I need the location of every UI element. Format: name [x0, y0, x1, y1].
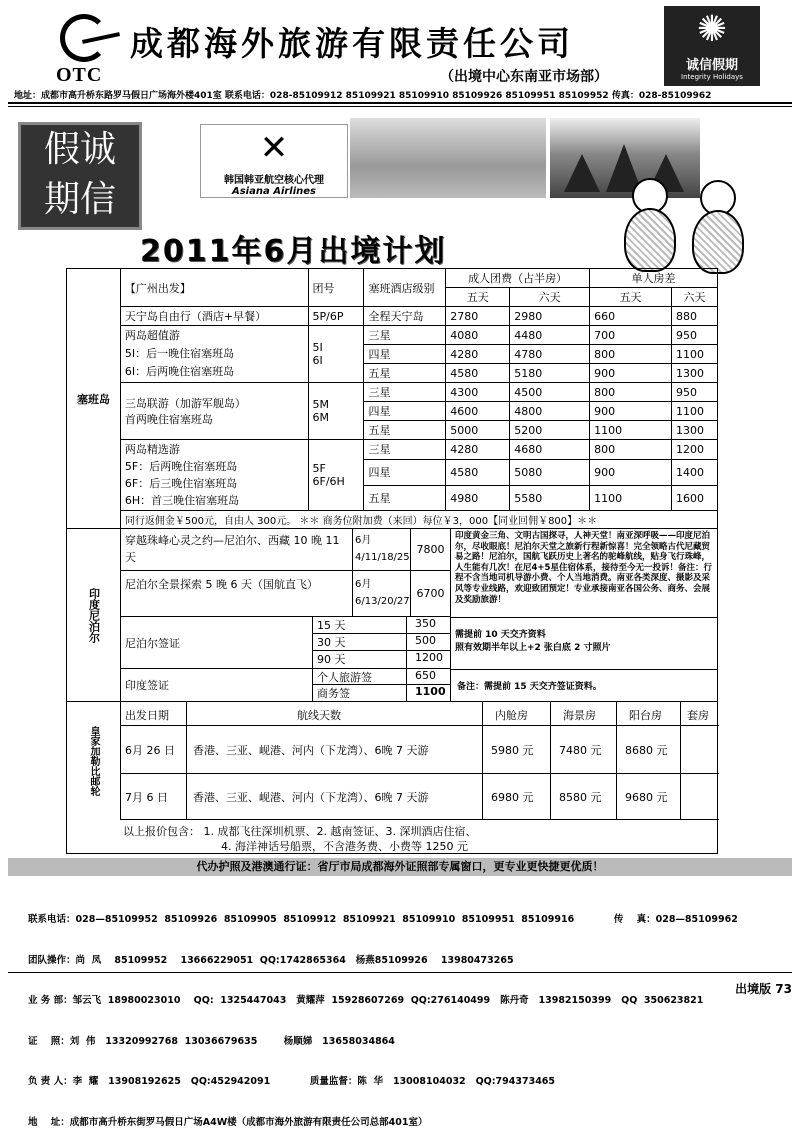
nepal-description: 印度黄金三角、文明古国探寻，人神天堂！南亚深呼吸——印度尼泊尔，尽收眼底！尼泊尔天堂之旅新行程新惊喜！完全领略古代尼藏贸易之路！尼泊尔，国航飞跃历史上著名的驼峰航线，贴身飞行珠峰，人生能有几次！在尼4+5星住宿体系，接待至今无一投诉！备注：行程不含当地司机导游小费、个人当地消费。南亚各类深度、摄影及采风等专业线路，欢迎致团预定！专业承接南亚各国公务、商务、会展及奖励旅游！: [455, 531, 712, 605]
page-number: 出境版 73: [735, 982, 792, 996]
table-row: 两岛超值游 5I：后一晚住宿塞班岛 6I：后两晚住宿塞班岛 5I 6I 三星 4080 4480 700 950: [67, 326, 718, 345]
cruise-section: [66, 702, 718, 854]
region-cruise: 皇家加勒比邮轮: [67, 702, 121, 820]
table-row: 四星 4600 4800 900 1100: [67, 402, 718, 421]
header-adult-fee: 成人团费（占半房）: [446, 269, 590, 288]
nepal-tour-1-price: 7800: [411, 529, 451, 571]
nepal-visa-label: 尼泊尔签证: [121, 617, 313, 669]
table-row: 7月 6 日 香港、三亚、岘港、河内（下龙湾）、6晚 7 天游 6980 元 8580 元 9680 元: [121, 774, 719, 820]
otc-logo: [52, 10, 132, 88]
list-item: 个人旅游签 650: [313, 669, 451, 685]
nepal-section: [66, 528, 718, 702]
badge-line-2: 期信: [43, 179, 116, 220]
table-row: 两岛精选游 5F：后两晚住宿塞班岛 6F：后三晚住宿塞班岛 6H：首三晚住宿塞班岛 5F 6F/6H 三星 4280 4680 800 1200: [67, 440, 718, 460]
table-header-row: [67, 269, 718, 288]
airline-mark-icon: ✕: [259, 128, 289, 168]
list-item: 商务签 1100: [313, 685, 451, 701]
tour-price-table: [66, 268, 718, 529]
airline-name-cn: 韩国韩亚航空核心代理: [224, 175, 324, 186]
nepal-tour-1-name: 穿越珠峰心灵之约—尼泊尔、西藏 10 晚 11 天: [121, 529, 353, 571]
nepal-tour-2-name: 尼泊尔全景探索 5 晚 6 天（国航直飞）: [121, 571, 353, 617]
list-item: 15 天 350: [313, 617, 451, 634]
header-address: 地址：成都市高升桥东路罗马假日广场海外楼401室 联系电话：028-85109912 85109921 85109910 85109926 85109951 85109952 传真：028-85109962: [14, 91, 712, 101]
cartoon-kids-illustration: [622, 178, 748, 278]
header-divider: [8, 102, 792, 104]
region-nepal: 印度尼泊尔: [67, 529, 121, 701]
header-hotel: 塞班酒店级别: [364, 269, 446, 307]
table-row: 四星 4580 5080 900 1400: [67, 459, 718, 486]
table-row: 五星 4980 5580 1100 1600: [67, 486, 718, 511]
passport-service-notice: 代办护照及港澳通行证：省厅市局成都海外证照部专属窗口，更专业更快捷更优质！: [8, 858, 792, 876]
table-row: 五星 5000 5200 1100 1300: [67, 421, 718, 440]
integrity-holiday-badge: [18, 122, 142, 230]
nepal-tour-2-date: 6月 6/13/20/27: [353, 571, 411, 617]
korean-dancer-photo: [350, 118, 546, 198]
saipan-note-row: 同行返佣金￥500元，自由人 300元。 ＊＊ 商务位附加费（来回）每位￥3，000【同业回佣￥800】＊＊: [67, 511, 718, 529]
brand-logo: [664, 6, 760, 86]
nepal-visa-prices: [313, 617, 451, 669]
header-single-supplement: 单人房差: [590, 269, 718, 288]
otc-logo-text: OTC: [56, 64, 103, 86]
company-name: 成都海外旅游有限责任公司: [130, 24, 574, 63]
contact-info: 联系电话：028—85109952 85109926 85109905 85109912 85109921 85109910 85109951 85109916 传 真：028—85109962 团队操作：尚 凤 85109952 13666229051 QQ:1742865364 杨燕85109926 13980473265 业 务 部：邹云飞 18980023010 QQ: 1325447043 黄耀萍 15928607269 QQ:276140499 陈丹奇 13982150399 QQ 350623821 证 照：刘 伟 13320992768 13036679635 杨顺娣 13658034864 负 责 人：李 耀 13908192625 QQ:452942091 质量监督：陈 华 13008104032 QQ:794373465 地 址：成都市高升桥东街罗马假日广场A4W楼（成都市海外旅游有限责任公司总部401室）: [28, 914, 738, 1128]
header-divider-thin: [8, 106, 792, 107]
brand-name-en: Integrity Holidays: [681, 73, 743, 81]
nepal-tour-2-price: 6700: [411, 571, 451, 617]
flower-icon: ✺: [696, 9, 728, 50]
nepal-tour-1-date: 6月 4/11/18/25: [353, 529, 411, 571]
region-saipan: 塞班岛: [67, 269, 121, 529]
india-visa-note: 备注：需提前 15 天交齐签证资料。: [457, 682, 602, 692]
cruise-note: 以上报价包含： 1. 成都飞往深圳机票、2. 越南签证、3. 深圳酒店住宿、 4. 海洋神话号船票，不含港务费、小费等 1250 元: [123, 825, 477, 853]
india-visa-label: 印度签证: [121, 669, 313, 701]
list-item: 30 天 500: [313, 634, 451, 651]
asiana-airlines-logo: [200, 124, 348, 198]
footer-divider: [8, 972, 792, 973]
page-title: 2011年6月出境计划: [140, 234, 447, 269]
list-item: 90 天 1200: [313, 651, 451, 669]
table-row: 6月 26 日 香港、三亚、岘港、河内（下龙湾）、6晚 7 天游 5980 元 7480 元 8680 元: [121, 726, 719, 774]
table-subheader-row: 五天 六天 五天 六天: [67, 288, 718, 307]
header-code: 团号: [308, 269, 364, 307]
cruise-header-row: 出发日期 航线天数 内舱房 海景房 阳台房 套房: [121, 702, 719, 726]
table-row: 三岛联游（加游军舰岛） 首两晚住宿塞班岛 5M 6M 三星 4300 4500 800 950: [67, 383, 718, 402]
header-departure: 【广州出发】: [120, 269, 308, 307]
nepal-visa-note: 需提前 10 天交齐资料 照有效期半年以上+2 张白底 2 寸照片: [455, 630, 611, 653]
brand-name-cn: 诚信假期: [685, 58, 738, 73]
department: （出境中心东南亚市场部）: [440, 69, 608, 85]
table-row: 四星 4280 4780 800 1100: [67, 345, 718, 364]
badge-line-1: 假诚: [43, 129, 116, 170]
india-visa-prices: [313, 669, 451, 701]
airline-name-en: Asiana Airlines: [231, 186, 317, 197]
table-row: 天宁岛自由行（酒店+早餐） 5P/6P 全程天宁岛 2780 2980 660 880: [67, 307, 718, 326]
table-row: 五星 4580 5180 900 1300: [67, 364, 718, 383]
